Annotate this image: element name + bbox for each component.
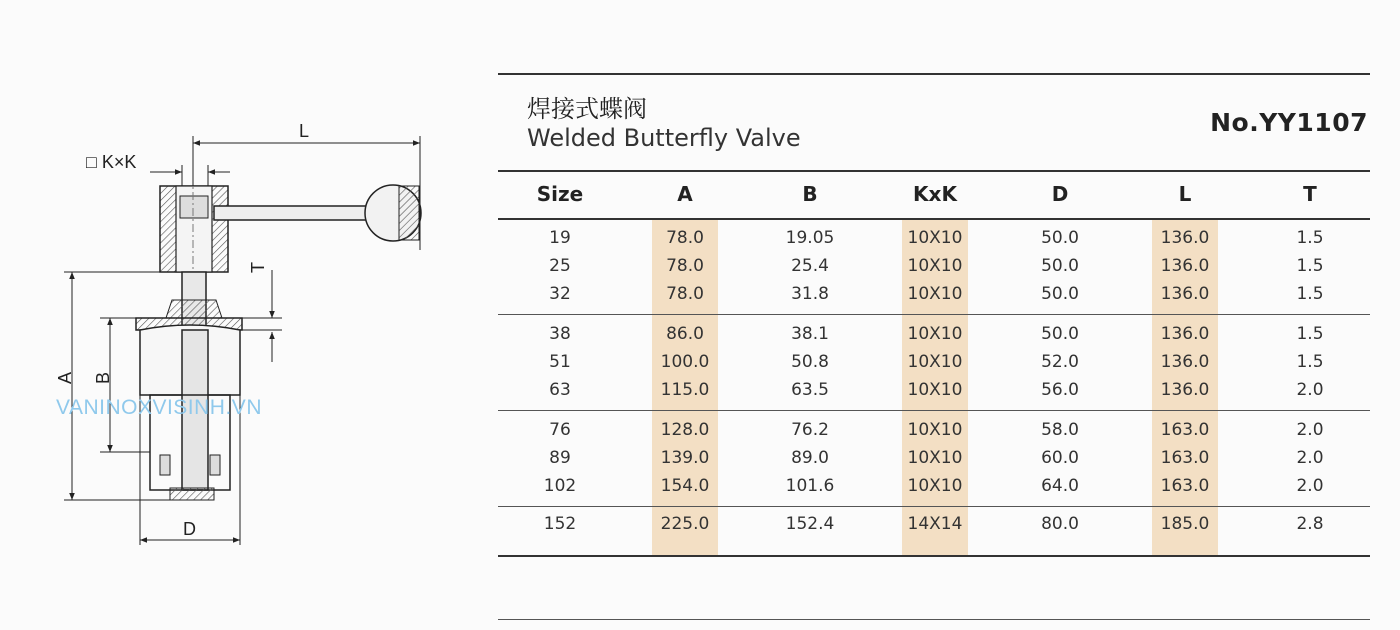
table-cell-l: 136.0: [1160, 228, 1210, 248]
table-cell-b: 38.1: [791, 324, 829, 344]
table-cell-kxk: 10X10: [907, 448, 963, 468]
table-cell-kxk: 10X10: [907, 380, 963, 400]
table-cell-b: 31.8: [791, 284, 829, 304]
column-header-d: D: [1051, 182, 1069, 206]
table-cell-kxk: 10X10: [907, 324, 963, 344]
column-header-t: T: [1303, 182, 1317, 206]
column-header-b: B: [802, 182, 818, 206]
table-cell-size: 25: [549, 256, 571, 276]
table-cell-t: 2.0: [1296, 420, 1324, 440]
table-cell-size: 76: [549, 420, 571, 440]
table-cell-t: 2.0: [1296, 476, 1324, 496]
table-cell-a: 154.0: [660, 476, 710, 496]
valve-technical-drawing: [0, 0, 500, 630]
row-group-separator: [498, 410, 1370, 411]
column-header-a: A: [677, 182, 693, 206]
table-cell-l: 163.0: [1160, 476, 1210, 496]
table-cell-size: 19: [549, 228, 571, 248]
table-cell-b: 50.8: [791, 352, 829, 372]
table-cell-b: 89.0: [791, 448, 829, 468]
top-rule: [498, 73, 1370, 75]
table-cell-d: 80.0: [1041, 514, 1079, 534]
table-top-rule: [498, 170, 1370, 172]
table-cell-b: 152.4: [785, 514, 835, 534]
row-group-separator: [498, 218, 1370, 220]
column-header-l: L: [1178, 182, 1192, 206]
table-cell-l: 163.0: [1160, 420, 1210, 440]
column-header-kxk: KxK: [913, 182, 957, 206]
table-cell-l: 136.0: [1160, 352, 1210, 372]
table-cell-d: 58.0: [1041, 420, 1079, 440]
table-cell-kxk: 10X10: [907, 420, 963, 440]
label-a: A: [55, 371, 75, 384]
table-cell-t: 1.5: [1296, 324, 1324, 344]
table-cell-t: 1.5: [1296, 284, 1324, 304]
table-cell-t: 2.0: [1296, 380, 1324, 400]
table-cell-l: 136.0: [1160, 380, 1210, 400]
table-cell-a: 78.0: [666, 256, 704, 276]
table-cell-t: 1.5: [1296, 256, 1324, 276]
table-cell-kxk: 10X10: [907, 352, 963, 372]
table-cell-t: 1.5: [1296, 352, 1324, 372]
table-cell-kxk: 10X10: [907, 476, 963, 496]
table-cell-size: 152: [543, 514, 577, 534]
table-cell-b: 76.2: [791, 420, 829, 440]
table-cell-a: 78.0: [666, 284, 704, 304]
table-cell-size: 63: [549, 380, 571, 400]
product-title-chinese: 焊接式蝶阀: [527, 95, 647, 123]
table-cell-a: 78.0: [666, 228, 704, 248]
table-cell-t: 1.5: [1296, 228, 1324, 248]
label-b: B: [93, 371, 113, 384]
table-cell-b: 19.05: [785, 228, 835, 248]
table-cell-a: 100.0: [660, 352, 710, 372]
table-cell-size: 51: [549, 352, 571, 372]
product-title-english: Welded Butterfly Valve: [527, 124, 801, 152]
table-cell-d: 50.0: [1041, 324, 1079, 344]
label-kxk: □ K×K: [86, 152, 137, 172]
table-cell-l: 163.0: [1160, 448, 1210, 468]
table-cell-d: 64.0: [1041, 476, 1079, 496]
row-group-separator: [498, 506, 1370, 507]
table-cell-l: 136.0: [1160, 284, 1210, 304]
table-cell-kxk: 14X14: [907, 514, 963, 534]
column-header-size: Size: [536, 182, 584, 206]
table-cell-a: 139.0: [660, 448, 710, 468]
table-cell-d: 60.0: [1041, 448, 1079, 468]
watermark-text: VANINOXVISINH.VN: [56, 396, 262, 419]
table-cell-size: 102: [543, 476, 577, 496]
table-cell-l: 136.0: [1160, 324, 1210, 344]
table-cell-b: 63.5: [791, 380, 829, 400]
row-group-separator: [498, 314, 1370, 315]
table-cell-b: 101.6: [785, 476, 835, 496]
table-cell-d: 50.0: [1041, 284, 1079, 304]
table-cell-t: 2.0: [1296, 448, 1324, 468]
table-cell-a: 115.0: [660, 380, 710, 400]
model-number: No.YY1107: [1210, 108, 1368, 137]
table-cell-size: 89: [549, 448, 571, 468]
table-cell-t: 2.8: [1296, 514, 1324, 534]
table-cell-d: 50.0: [1041, 256, 1079, 276]
table-cell-a: 128.0: [660, 420, 710, 440]
valve-body: [136, 318, 242, 545]
label-d: D: [183, 519, 196, 539]
table-cell-d: 52.0: [1041, 352, 1079, 372]
table-cell-l: 185.0: [1160, 514, 1210, 534]
table-cell-size: 32: [549, 284, 571, 304]
table-cell-d: 50.0: [1041, 228, 1079, 248]
table-cell-kxk: 10X10: [907, 284, 963, 304]
table-cell-a: 225.0: [660, 514, 710, 534]
table-cell-d: 56.0: [1041, 380, 1079, 400]
table-cell-kxk: 10X10: [907, 256, 963, 276]
footer-rule: [498, 619, 1370, 620]
table-cell-a: 86.0: [666, 324, 704, 344]
table-cell-b: 25.4: [791, 256, 829, 276]
table-cell-kxk: 10X10: [907, 228, 963, 248]
table-bottom-rule: [498, 555, 1370, 557]
label-l: L: [299, 121, 310, 141]
table-cell-l: 136.0: [1160, 256, 1210, 276]
table-cell-size: 38: [549, 324, 571, 344]
dimension-lines: [64, 136, 420, 540]
label-t: T: [248, 262, 268, 273]
